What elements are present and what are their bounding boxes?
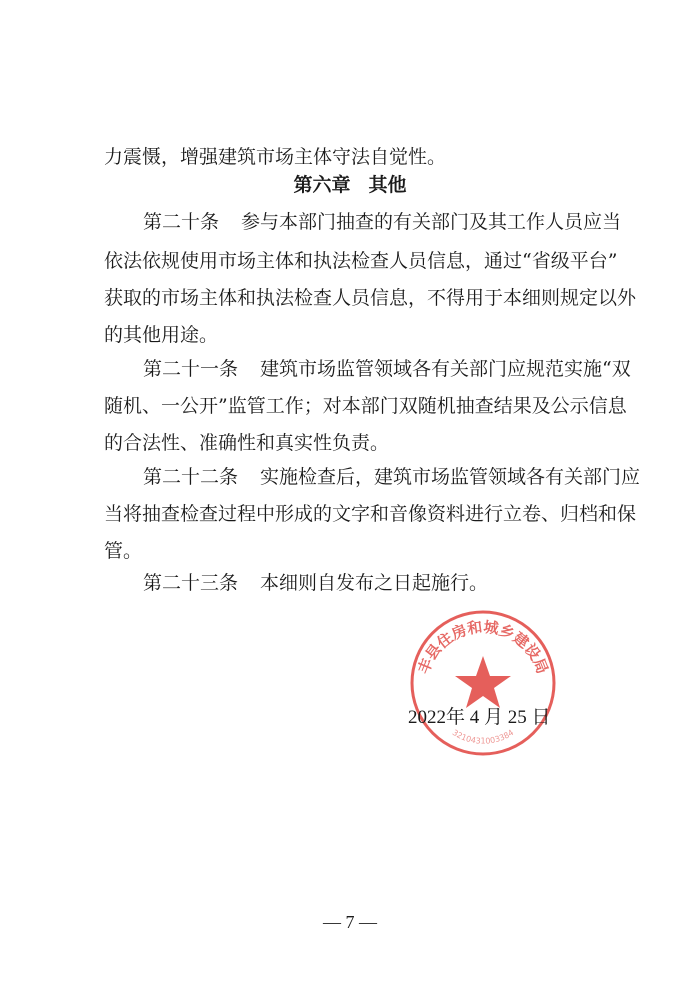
svg-text:丰县住房和城乡建设局: 丰县住房和城乡建设局	[414, 617, 552, 677]
article-21-line-3: 的合法性、准确性和真实性负责。	[104, 432, 390, 454]
article-23-number: 第二十三条	[143, 572, 239, 594]
article-22-line-1: 第二十二条 实施检查后，建筑市场监管领域各有关部门应	[143, 466, 641, 488]
page-number: — 7 —	[323, 912, 377, 932]
article-20-number: 第二十条	[143, 211, 220, 233]
article-22-line-3: 管。	[104, 540, 143, 562]
article-21-line-2: 随机、一公开”监管工作；对本部门双随机抽查结果及公示信息	[104, 395, 627, 417]
article-21-line-1: 第二十一条 建筑市场监管领域各有关部门应规范实施“双	[143, 358, 631, 380]
svg-text:3210431003384: 3210431003384	[450, 727, 516, 746]
article-22-line-2: 当将抽查检查过程中形成的文字和音像资料进行立卷、归档和保	[104, 503, 637, 525]
chapter-number: 第六章	[293, 174, 351, 196]
article-20-line-4: 的其他用途。	[104, 324, 219, 346]
article-20-line-1: 第二十条 参与本部门抽查的有关部门及其工作人员应当	[143, 211, 622, 233]
chapter-heading	[0, 173, 700, 197]
issue-date: 2022年 4 月 25 日	[408, 707, 551, 728]
article-22-number: 第二十二条	[143, 466, 239, 488]
article-21-number: 第二十一条	[143, 358, 239, 380]
article-23-line-1: 第二十三条 本细则自发布之日起施行。	[143, 572, 489, 594]
article-20-line-2: 依法依规使用市场主体和执法检查人员信息，通过“省级平台”	[104, 250, 618, 272]
intro-line: 力震慑，增强建筑市场主体守法自觉性。	[104, 146, 447, 168]
article-20-line-3: 获取的市场主体和执法检查人员信息，不得用于本细则规定以外	[104, 287, 637, 309]
chapter-title: 其他	[368, 174, 407, 196]
official-seal	[408, 608, 558, 758]
